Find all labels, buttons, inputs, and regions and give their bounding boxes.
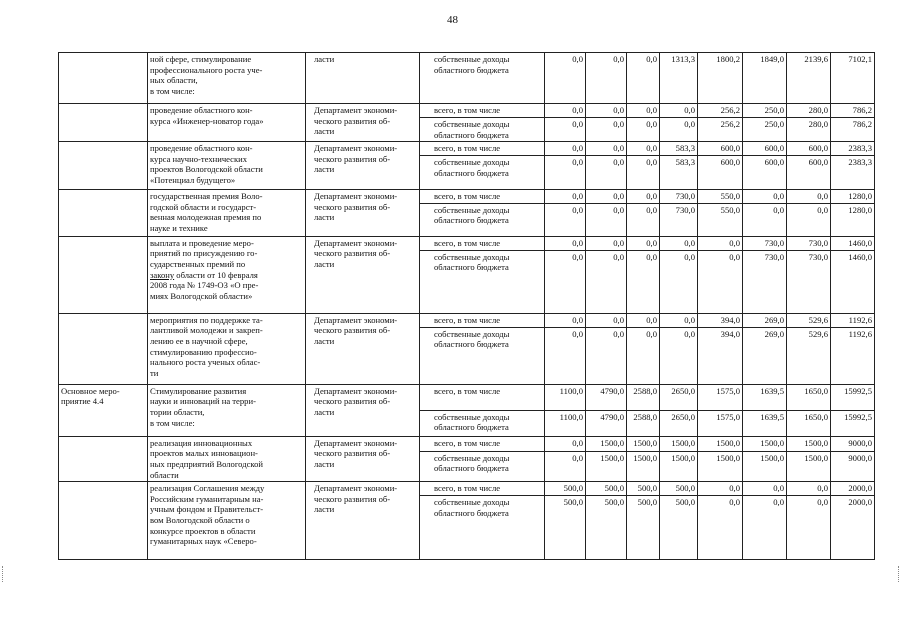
text-line: учным фондом и Правительст- — [150, 504, 264, 515]
text-line: ческого развития об- — [314, 248, 391, 259]
year-value-cell: 1313,3 — [660, 53, 698, 104]
text-line: годской области и государст- — [150, 201, 257, 212]
year-value-cell: 0,0 — [586, 327, 627, 384]
text-line: ной сфере, стимулирование — [150, 54, 252, 64]
year-value-cell: 1500,0 — [660, 436, 698, 451]
year-value-cell: 0,0 — [545, 142, 586, 156]
text-line: реализация Соглашения между — [150, 483, 265, 494]
measure-name-cell — [148, 142, 306, 190]
text-line: собственные доходы — [434, 251, 510, 262]
year-value-cell: 550,0 — [698, 190, 743, 204]
year-value-cell: 0,0 — [586, 250, 627, 313]
year-value-cell: 0,0 — [627, 104, 660, 118]
main-measure-cell — [59, 384, 148, 436]
text-line: ных области, — [150, 75, 198, 86]
year-value-cell: 730,0 — [743, 236, 787, 250]
text-line: ческого развития об- — [314, 153, 391, 164]
year-value-cell: 0,0 — [627, 203, 660, 236]
year-value-cell: 0,0 — [545, 451, 586, 482]
right-margin-mark — [898, 566, 903, 582]
year-value-cell: 0,0 — [627, 250, 660, 313]
text-line: всего, в том числе — [434, 483, 501, 494]
funding-source-cell — [420, 436, 545, 451]
text-line: Российским гуманитарным на- — [150, 493, 264, 504]
measure-name-cell — [148, 104, 306, 142]
text-line: Департамент экономи- — [314, 143, 398, 154]
year-value-cell: 2650,0 — [660, 384, 698, 410]
year-value-cell: 1500,0 — [743, 436, 787, 451]
year-value-cell: 500,0 — [545, 482, 586, 496]
table-row — [59, 53, 875, 104]
year-value-cell: 550,0 — [698, 203, 743, 236]
text-line: Департамент экономи- — [314, 237, 398, 248]
year-value-cell: 600,0 — [743, 156, 787, 190]
text-line: ласти — [314, 212, 335, 223]
year-value-cell: 280,0 — [787, 104, 831, 118]
year-value-cell: 0,0 — [743, 496, 787, 560]
year-value-cell: 0,0 — [660, 236, 698, 250]
total-value-cell: 2383,3 — [831, 156, 875, 190]
text-line: мероприятия по поддержке та- — [150, 314, 263, 325]
funding-source-cell — [420, 53, 545, 104]
year-value-cell: 0,0 — [743, 203, 787, 236]
year-value-cell: 0,0 — [545, 313, 586, 327]
year-value-cell: 500,0 — [660, 496, 698, 560]
text-line: курса научно-технических — [150, 153, 248, 164]
text-line: ческого развития об- — [314, 493, 391, 504]
funding-source-cell — [420, 156, 545, 190]
year-value-cell: 0,0 — [545, 203, 586, 236]
measure-name-cell — [148, 384, 306, 436]
text-line: ных предприятий Вологодской — [150, 458, 264, 469]
budget-table — [58, 52, 875, 560]
department-cell — [306, 236, 420, 313]
year-value-cell: 0,0 — [586, 142, 627, 156]
year-value-cell: 0,0 — [660, 327, 698, 384]
text-line: венная молодежная премия по — [150, 212, 262, 223]
year-value-cell: 600,0 — [787, 156, 831, 190]
text-line: собственные доходы — [434, 204, 510, 215]
text-line: ческого развития об- — [314, 448, 391, 459]
table-row — [59, 313, 875, 327]
table-row — [59, 190, 875, 204]
year-value-cell: 500,0 — [545, 496, 586, 560]
text-line: всего, в том числе — [434, 105, 501, 115]
year-value-cell: 500,0 — [660, 482, 698, 496]
table-row — [59, 436, 875, 451]
department-cell — [306, 190, 420, 237]
total-value-cell: 1192,6 — [831, 313, 875, 327]
total-value-cell: 1460,0 — [831, 250, 875, 313]
page-number: 48 — [447, 14, 458, 26]
year-value-cell: 4790,0 — [586, 384, 627, 410]
year-value-cell: 0,0 — [660, 250, 698, 313]
year-value-cell: 0,0 — [743, 190, 787, 204]
total-value-cell: 1460,0 — [831, 236, 875, 250]
year-value-cell: 269,0 — [743, 327, 787, 384]
year-value-cell: 0,0 — [545, 436, 586, 451]
text-line: всего, в том числе — [434, 437, 501, 448]
year-value-cell: 0,0 — [627, 156, 660, 190]
text-line: проектов Вологодской области — [150, 164, 263, 175]
year-value-cell: 0,0 — [660, 313, 698, 327]
text-line: ческого развития об- — [314, 325, 391, 336]
text-line: тории области, — [150, 406, 205, 417]
measure-name-cell — [148, 190, 306, 237]
year-value-cell: 0,0 — [586, 104, 627, 118]
text-line: Департамент экономи- — [314, 483, 398, 494]
text-line: областного бюджета — [434, 64, 509, 75]
year-value-cell: 0,0 — [698, 250, 743, 313]
text-line: «Потенциал будущего» — [150, 174, 236, 185]
text-line: областного бюджета — [434, 262, 509, 273]
year-value-cell: 1500,0 — [698, 436, 743, 451]
text-line: всего, в том числе — [434, 385, 501, 396]
funding-source-cell — [420, 482, 545, 496]
year-value-cell: 0,0 — [698, 496, 743, 560]
year-value-cell: 1639,5 — [743, 384, 787, 410]
text-line: Департамент экономи- — [314, 314, 398, 325]
year-value-cell: 1650,0 — [787, 384, 831, 410]
text-line: Основное меро- — [61, 385, 120, 396]
measure-name-cell — [148, 53, 306, 104]
main-measure-cell — [59, 236, 148, 313]
funding-source-cell — [420, 313, 545, 327]
year-value-cell: 0,0 — [586, 156, 627, 190]
text-line: миях Вологодской области» — [150, 290, 253, 301]
text-line: собственные доходы — [434, 411, 510, 422]
text-line: ласти — [314, 335, 335, 346]
text-line: науке и технике — [150, 222, 208, 233]
year-value-cell: 0,0 — [627, 327, 660, 384]
main-measure-cell — [59, 104, 148, 142]
year-value-cell: 500,0 — [627, 496, 660, 560]
year-value-cell: 394,0 — [698, 327, 743, 384]
text-line: в том числе: — [150, 417, 195, 428]
total-value-cell: 2000,0 — [831, 482, 875, 496]
text-line: областного бюджета — [434, 129, 509, 140]
text-line: стимулированию профессио- — [150, 346, 257, 357]
table-row — [59, 142, 875, 156]
year-value-cell: 0,0 — [698, 482, 743, 496]
text-line: приятие 4.4 — [61, 396, 104, 407]
year-value-cell: 600,0 — [787, 142, 831, 156]
text-line: науки и инноваций на терри- — [150, 396, 256, 407]
table-body — [59, 53, 875, 560]
main-measure-cell — [59, 142, 148, 190]
text-line: Стимулирование развития — [150, 385, 247, 396]
year-value-cell: 0,0 — [627, 142, 660, 156]
funding-source-cell — [420, 410, 545, 436]
funding-source-cell — [420, 118, 545, 142]
text-line: 2008 года № 1749-ОЗ «О пре- — [150, 280, 259, 291]
year-value-cell: 0,0 — [627, 118, 660, 142]
text-line: областного бюджета — [434, 507, 509, 518]
left-margin-mark — [2, 566, 7, 582]
text-line: ческого развития об- — [314, 201, 391, 212]
year-value-cell: 0,0 — [545, 327, 586, 384]
year-value-cell: 0,0 — [627, 313, 660, 327]
text-line: ласти — [314, 54, 335, 64]
text-line: областного бюджета — [434, 463, 509, 474]
text-line: ласти — [314, 504, 335, 515]
text-line: ти — [150, 367, 159, 378]
text-line: государственная премия Воло- — [150, 191, 263, 202]
year-value-cell: 1100,0 — [545, 410, 586, 436]
text-line: собственные доходы — [434, 497, 510, 508]
main-measure-cell — [59, 482, 148, 560]
measure-name-cell — [148, 482, 306, 560]
text-line: Департамент экономи- — [314, 191, 398, 202]
total-value-cell: 7102,1 — [831, 53, 875, 104]
total-value-cell: 15992,5 — [831, 384, 875, 410]
year-value-cell: 1500,0 — [787, 451, 831, 482]
text-line: ласти — [314, 164, 335, 175]
year-value-cell: 0,0 — [586, 313, 627, 327]
year-value-cell: 0,0 — [545, 53, 586, 104]
department-cell — [306, 482, 420, 560]
total-value-cell: 15992,5 — [831, 410, 875, 436]
department-cell — [306, 53, 420, 104]
department-cell — [306, 313, 420, 384]
year-value-cell: 0,0 — [627, 236, 660, 250]
year-value-cell: 1575,0 — [698, 384, 743, 410]
total-value-cell: 9000,0 — [831, 436, 875, 451]
year-value-cell: 500,0 — [627, 482, 660, 496]
text-line: вом Вологодской области о — [150, 514, 250, 525]
measure-name-cell — [148, 236, 306, 313]
text-line: в том числе: — [150, 85, 195, 96]
text-line: Департамент экономи- — [314, 385, 398, 396]
measure-name-cell — [148, 436, 306, 481]
total-value-cell: 1192,6 — [831, 327, 875, 384]
year-value-cell: 0,0 — [743, 482, 787, 496]
funding-source-cell — [420, 250, 545, 313]
funding-source-cell — [420, 190, 545, 204]
year-value-cell: 0,0 — [627, 190, 660, 204]
year-value-cell: 1849,0 — [743, 53, 787, 104]
year-value-cell: 256,2 — [698, 118, 743, 142]
text-line: областного бюджета — [434, 215, 509, 226]
year-value-cell: 0,0 — [586, 203, 627, 236]
year-value-cell: 0,0 — [698, 236, 743, 250]
main-measure-cell — [59, 436, 148, 481]
text-line: всего, в том числе — [434, 314, 501, 325]
funding-source-cell — [420, 327, 545, 384]
text-line: всего, в том числе — [434, 191, 501, 202]
text-line: ласти — [314, 406, 335, 417]
law-link: закону — [150, 269, 175, 280]
year-value-cell: 600,0 — [698, 156, 743, 190]
text-line: области — [150, 469, 179, 480]
year-value-cell: 0,0 — [787, 203, 831, 236]
year-value-cell: 1500,0 — [586, 451, 627, 482]
text-line: собственные доходы — [434, 54, 510, 64]
year-value-cell: 1650,0 — [787, 410, 831, 436]
funding-source-cell — [420, 142, 545, 156]
table-row — [59, 482, 875, 496]
year-value-cell: 0,0 — [545, 236, 586, 250]
year-value-cell: 529,6 — [787, 313, 831, 327]
year-value-cell: 0,0 — [545, 250, 586, 313]
year-value-cell: 1500,0 — [586, 436, 627, 451]
year-value-cell: 1500,0 — [787, 436, 831, 451]
text-line: лантливой молодежи и закреп- — [150, 325, 263, 336]
year-value-cell: 0,0 — [787, 482, 831, 496]
text-line: приятий по присуждению го- — [150, 248, 258, 259]
department-cell — [306, 436, 420, 481]
year-value-cell: 0,0 — [586, 53, 627, 104]
year-value-cell: 1575,0 — [698, 410, 743, 436]
year-value-cell: 1800,2 — [698, 53, 743, 104]
year-value-cell: 1639,5 — [743, 410, 787, 436]
total-value-cell: 1280,0 — [831, 190, 875, 204]
year-value-cell: 256,2 — [698, 104, 743, 118]
year-value-cell: 0,0 — [586, 118, 627, 142]
text-line: сударственных премий по — [150, 258, 246, 269]
year-value-cell: 394,0 — [698, 313, 743, 327]
year-value-cell: 0,0 — [545, 104, 586, 118]
year-value-cell: 1500,0 — [627, 436, 660, 451]
year-value-cell: 2588,0 — [627, 384, 660, 410]
year-value-cell: 1500,0 — [627, 451, 660, 482]
total-value-cell: 9000,0 — [831, 451, 875, 482]
total-value-cell: 2383,3 — [831, 142, 875, 156]
year-value-cell: 500,0 — [586, 482, 627, 496]
text-line: лению ее в научной сфере, — [150, 335, 248, 346]
year-value-cell: 583,3 — [660, 142, 698, 156]
year-value-cell: 2139,6 — [787, 53, 831, 104]
year-value-cell: 250,0 — [743, 104, 787, 118]
text-line: нального роста ученых облас- — [150, 357, 261, 368]
department-cell — [306, 104, 420, 142]
year-value-cell: 0,0 — [660, 104, 698, 118]
text-line: реализация инновационных — [150, 437, 253, 448]
text-line: Департамент экономи- — [314, 105, 398, 115]
year-value-cell: 730,0 — [787, 236, 831, 250]
funding-source-cell — [420, 384, 545, 410]
text-line: собственные доходы — [434, 328, 510, 339]
year-value-cell: 500,0 — [586, 496, 627, 560]
text-line: ческого развития об- — [314, 396, 391, 407]
table-row — [59, 236, 875, 250]
text-line: закону области от 10 февраля — [150, 269, 258, 280]
year-value-cell: 730,0 — [787, 250, 831, 313]
total-value-cell: 786,2 — [831, 104, 875, 118]
main-measure-cell — [59, 313, 148, 384]
year-value-cell: 0,0 — [586, 190, 627, 204]
text-line: курса «Инженер-новатор года» — [150, 115, 264, 126]
text-line: Департамент экономи- — [314, 437, 398, 448]
text-line: ласти — [314, 458, 335, 469]
year-value-cell: 280,0 — [787, 118, 831, 142]
text-line: гуманитарных наук «Северо- — [150, 536, 257, 547]
department-cell — [306, 384, 420, 436]
text-line: собственные доходы — [434, 452, 510, 463]
table-row — [59, 104, 875, 118]
text-line: всего, в том числе — [434, 143, 501, 154]
text-line: областного бюджета — [434, 339, 509, 350]
text-line: выплата и проведение меро- — [150, 237, 254, 248]
funding-source-cell — [420, 496, 545, 560]
text-line: собственные доходы — [434, 119, 510, 129]
year-value-cell: 730,0 — [743, 250, 787, 313]
year-value-cell: 1500,0 — [743, 451, 787, 482]
year-value-cell: 250,0 — [743, 118, 787, 142]
text-line: областного бюджета — [434, 167, 509, 178]
year-value-cell: 730,0 — [660, 190, 698, 204]
year-value-cell: 529,6 — [787, 327, 831, 384]
year-value-cell: 0,0 — [545, 118, 586, 142]
year-value-cell: 0,0 — [545, 190, 586, 204]
measure-name-cell — [148, 313, 306, 384]
total-value-cell: 786,2 — [831, 118, 875, 142]
year-value-cell: 600,0 — [698, 142, 743, 156]
department-cell — [306, 142, 420, 190]
text-line: всего, в том числе — [434, 237, 501, 248]
table-row — [59, 384, 875, 410]
funding-source-cell — [420, 451, 545, 482]
funding-source-cell — [420, 236, 545, 250]
year-value-cell: 583,3 — [660, 156, 698, 190]
year-value-cell: 2650,0 — [660, 410, 698, 436]
year-value-cell: 1500,0 — [660, 451, 698, 482]
text-line: ческого развития об- — [314, 115, 391, 126]
text-line: проведение областного кон- — [150, 143, 253, 154]
funding-source-cell — [420, 203, 545, 236]
text-line: областного бюджета — [434, 422, 509, 433]
funding-source-cell — [420, 104, 545, 118]
text-line: проведение областного кон- — [150, 105, 253, 115]
year-value-cell: 0,0 — [545, 156, 586, 190]
year-value-cell: 269,0 — [743, 313, 787, 327]
text-line: конкурсе проектов в области — [150, 525, 256, 536]
year-value-cell: 600,0 — [743, 142, 787, 156]
year-value-cell: 2588,0 — [627, 410, 660, 436]
total-value-cell: 1280,0 — [831, 203, 875, 236]
text-line: профессионального роста уче- — [150, 64, 263, 75]
year-value-cell: 0,0 — [660, 118, 698, 142]
year-value-cell: 0,0 — [787, 496, 831, 560]
main-measure-cell — [59, 53, 148, 104]
total-value-cell: 2000,0 — [831, 496, 875, 560]
text-line: ласти — [314, 258, 335, 269]
year-value-cell: 0,0 — [586, 236, 627, 250]
year-value-cell: 4790,0 — [586, 410, 627, 436]
text-line: проектов малых инновацион- — [150, 448, 258, 459]
year-value-cell: 1500,0 — [698, 451, 743, 482]
text-line: ласти — [314, 126, 335, 137]
text-line: собственные доходы — [434, 157, 510, 168]
year-value-cell: 0,0 — [787, 190, 831, 204]
year-value-cell: 730,0 — [660, 203, 698, 236]
year-value-cell: 0,0 — [627, 53, 660, 104]
year-value-cell: 1100,0 — [545, 384, 586, 410]
main-measure-cell — [59, 190, 148, 237]
